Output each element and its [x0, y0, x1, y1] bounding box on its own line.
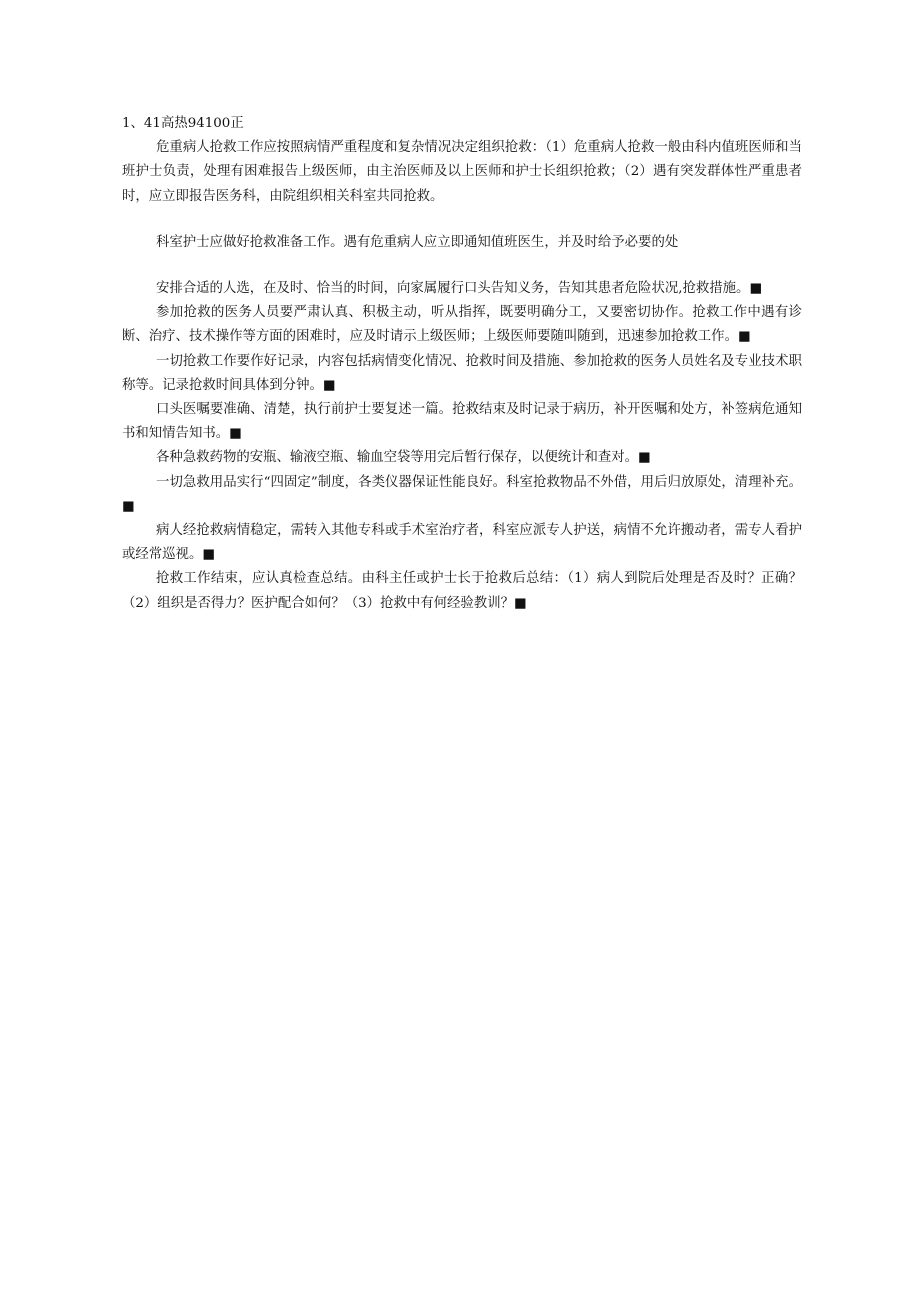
document-heading: 1、41高热94100正: [122, 116, 244, 131]
document-page: [122, 112, 802, 616]
paragraph-nurse-preparation: 科室护士应做好抢救准备工作。遇有危重病人应立即通知值班医生，并及时给予必要的处: [156, 234, 679, 250]
paragraph-verbal-orders: 口头医嘱要准确、清楚，执行前护士要复述一篇。抢救结束及时记录于病历，补开医嘱和处方，补签病危通知书和知情告知书。■: [122, 402, 802, 442]
paragraph-staff-conduct: 参加抢救的医务人员要严肃认真、积极主动，听从指挥，既要明确分工，又要密切协作。抢救工作中遇有诊断、治疗、技术操作等方面的困难时，应及时请示上级医师；上级医师要随叫随到，迅速参加抢救工作。■: [122, 305, 802, 345]
paragraph-transfer: 病人经抢救病情稳定，需转入其他专科或手术室治疗者，科室应派专人护送，病情不允许搬动者，需专人看护或经常巡视。■: [122, 523, 802, 563]
paragraph-records: 一切抢救工作要作好记录，内容包括病情变化情况、抢救时间及措施、参加抢救的医务人员姓名及专业技术职称等。记录抢救时间具体到分钟。■: [122, 353, 802, 393]
paragraph-summary: 抢救工作结束，应认真检查总结。由科主任或护士长于抢救后总结：（1）病人到院后处理是否及时？正确？（2）组织是否得力？医护配合如何？（3）抢救中有何经验教训？■: [122, 571, 802, 611]
paragraph-drug-containers: 各种急救药物的安瓶、输液空瓶、输血空袋等用完后暂行保存，以便统计和查对。■: [156, 450, 651, 466]
paragraph-organize-rescue: 危重病人抢救工作应按照病情严重程度和复杂情况决定组织抢救：（1）危重病人抢救一般由科内值班医师和当班护士负责，处理有困难报告上级医师，由主治医师及以上医师和护士长组织抢救；（2）遇有突发群体性严重患者时，应立即报告医务科，由院组织相关科室共同抢救。: [122, 140, 802, 204]
paragraph-inform-family: 安排合适的人选，在及时、恰当的时间，向家属履行口头告知义务，告知其患者危险状况,抢救措施。■: [156, 281, 763, 297]
paragraph-four-fixed: 一切急救用品实行“四固定”制度，各类仪器保证性能良好。科室抢救物品不外借，用后归放原处，清理补充。■: [122, 474, 802, 514]
